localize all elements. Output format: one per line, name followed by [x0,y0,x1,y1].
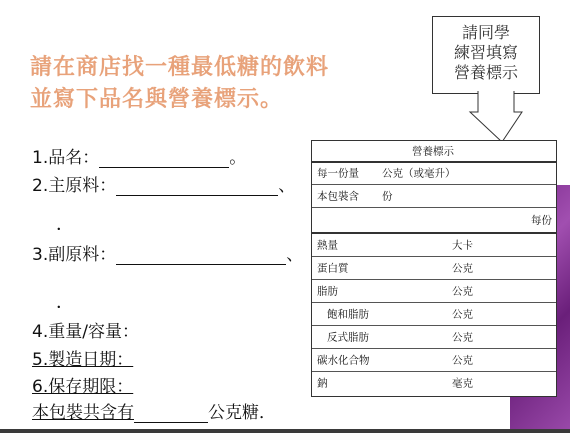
nutrient-row [312,326,556,349]
nutrient-unit: 毫克 [452,377,473,390]
nutrient-row [312,303,556,326]
nutrient-name: 反式脂肪 [327,331,369,344]
bottom-divider [0,429,570,433]
serving-row [312,162,556,185]
manufacture-date-row [32,345,133,370]
nutrient-unit: 公克 [452,331,473,344]
nutrition-table-header [312,141,556,163]
nutrient-unit: 公克 [452,262,473,275]
main-ingredients-row [32,171,295,196]
product-name-label: 1.品名： [32,148,100,168]
sub-ingredients-row [32,240,303,265]
weight-row [32,317,139,342]
nutrient-row [312,280,556,303]
product-name-end: 。 [229,148,247,168]
nutrient-row [312,372,556,394]
nutrient-unit: 公克 [452,354,473,367]
sugar-blank[interactable] [134,406,208,423]
sugar-row [32,398,276,423]
nutrition-table-title: 營養標示 [412,145,454,158]
callout-arrow-icon [432,90,542,145]
serving-label: 每一份量 [317,167,359,180]
nutrition-table [311,140,557,397]
nutrient-unit: 公克 [452,308,473,321]
nutrient-row [312,257,556,280]
shelf-life-row [32,372,133,397]
sub-ingredients-label: 3.副原料： [32,245,117,265]
nutrient-name: 飽和脂肪 [327,308,369,321]
manufacture-date-label: 5.製造日期： [32,350,134,370]
per-serving-header: 每份 [531,214,552,227]
per-serving-header-row [312,208,556,234]
sugar-prefix: 本包裝共含有 [32,403,134,423]
slide-title-line-2: 並寫下品名與營養標示。 [30,87,284,112]
nutrient-row [312,349,556,372]
weight-label: 4.重量/容量： [32,322,139,342]
nutrient-name: 鈉 [317,377,328,390]
nutrient-name: 蛋白質 [317,262,349,275]
nutrient-unit: 公克 [452,285,473,298]
sub-ingredients-blank[interactable] [116,248,286,265]
shelf-life-label: 6.保存期限： [32,377,134,397]
sugar-suffix: 公克糖． [208,403,276,423]
sub-ingredients-dot: ． [56,292,74,313]
main-ingredients-blank[interactable] [116,179,278,196]
nutrient-name: 碳水化合物 [317,354,370,367]
slide-title-line-1: 請在商店找一種最低糖的飲料 [30,55,330,80]
callout-text: 請同學 練習填寫 營養標示 [453,23,518,82]
package-row [312,185,556,208]
product-name-row [32,143,246,168]
nutrient-unit: 大卡 [452,239,473,252]
nutrient-name: 脂肪 [317,285,338,298]
product-name-blank[interactable] [99,151,229,168]
nutrient-row [312,234,556,257]
package-unit: 份 [382,190,393,203]
main-ingredients-dot: ． [56,214,74,235]
main-ingredients-label: 2.主原料： [32,176,117,196]
nutrient-name: 熱量 [317,239,338,252]
main-ingredients-end: 、 [278,176,296,196]
package-label: 本包裝含 [317,190,359,203]
callout-box [432,16,540,94]
sub-ingredients-end: 、 [286,245,304,265]
serving-unit: 公克（或毫升） [382,167,456,180]
